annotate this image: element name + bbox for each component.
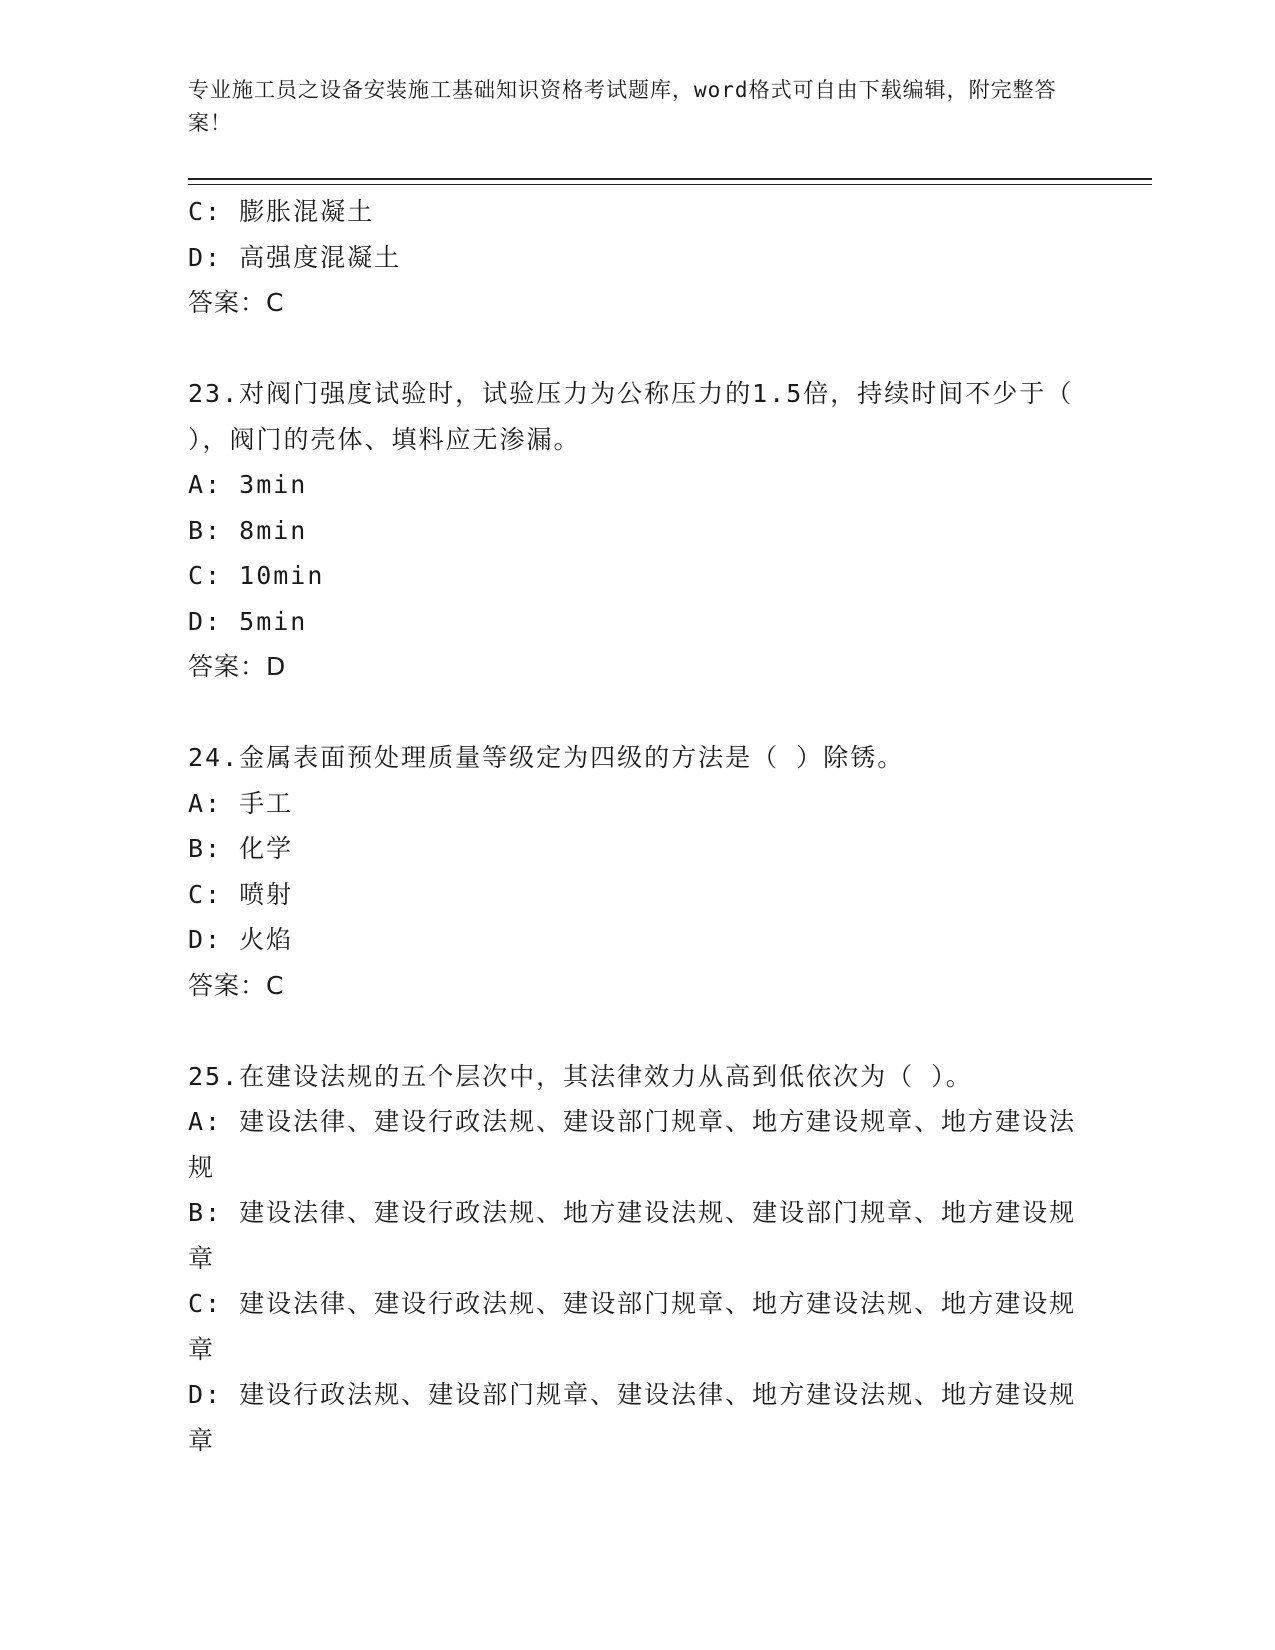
- question-23: [188, 371, 1091, 690]
- spacer: [188, 1008, 1088, 1054]
- option-d: D: 建设行政法规、建设部门规章、建设法律、地方建设法规、地方建设规章: [188, 1380, 1077, 1455]
- option-d: D: 高强度混凝土: [188, 242, 402, 272]
- option-c: C: 膨胀混凝土: [188, 197, 375, 226]
- option-a: A: 建设法律、建设行政法规、建设部门规章、地方建设规章、地方建设法规: [188, 1107, 1077, 1182]
- question-stem: 25.在建设法规的五个层次中，其法律效力从高到低依次为（ ）。: [188, 1061, 973, 1091]
- question-22-tail: [188, 189, 1088, 326]
- option-c: C: 喷射: [188, 879, 294, 909]
- option-b: B: 建设法律、建设行政法规、地方建设法规、建设部门规章、地方建设规章: [188, 1198, 1077, 1273]
- option-a: A: 手工: [188, 788, 294, 818]
- question-stem: 24.金属表面预处理质量等级定为四级的方法是（ ）除锈。: [188, 743, 905, 772]
- header-title: 专业施工员之设备安装施工基础知识资格考试题库，word格式可自由下载编辑，附完整答案！: [188, 78, 1057, 135]
- answer: 答案：C: [188, 288, 285, 317]
- question-stem: 23.对阀门强度试验时，试验压力为公称压力的1.5倍，持续时间不少于（ ），阀门的壳体、填料应无渗漏。: [188, 379, 1091, 454]
- document-header: [188, 74, 1088, 140]
- header-divider-thin: [188, 184, 1152, 185]
- question-list: [188, 189, 1091, 1463]
- answer: 答案：C: [188, 970, 285, 1000]
- question-25: [188, 1054, 1088, 1464]
- spacer: [188, 326, 1088, 372]
- option-c: C: 建设法律、建设行政法规、建设部门规章、地方建设法规、地方建设规章: [188, 1289, 1077, 1364]
- answer: 答案：D: [188, 652, 287, 681]
- header-divider: [188, 178, 1152, 180]
- option-b: B: 化学: [188, 834, 294, 863]
- option-b: B: 8min: [188, 515, 308, 545]
- option-d: D: 5min: [188, 606, 308, 636]
- option-c: C: 10min: [188, 561, 325, 590]
- option-d: D: 火焰: [188, 925, 294, 954]
- question-24: [188, 735, 1088, 1008]
- spacer: [188, 690, 1088, 736]
- option-a: A: 3min: [188, 470, 308, 499]
